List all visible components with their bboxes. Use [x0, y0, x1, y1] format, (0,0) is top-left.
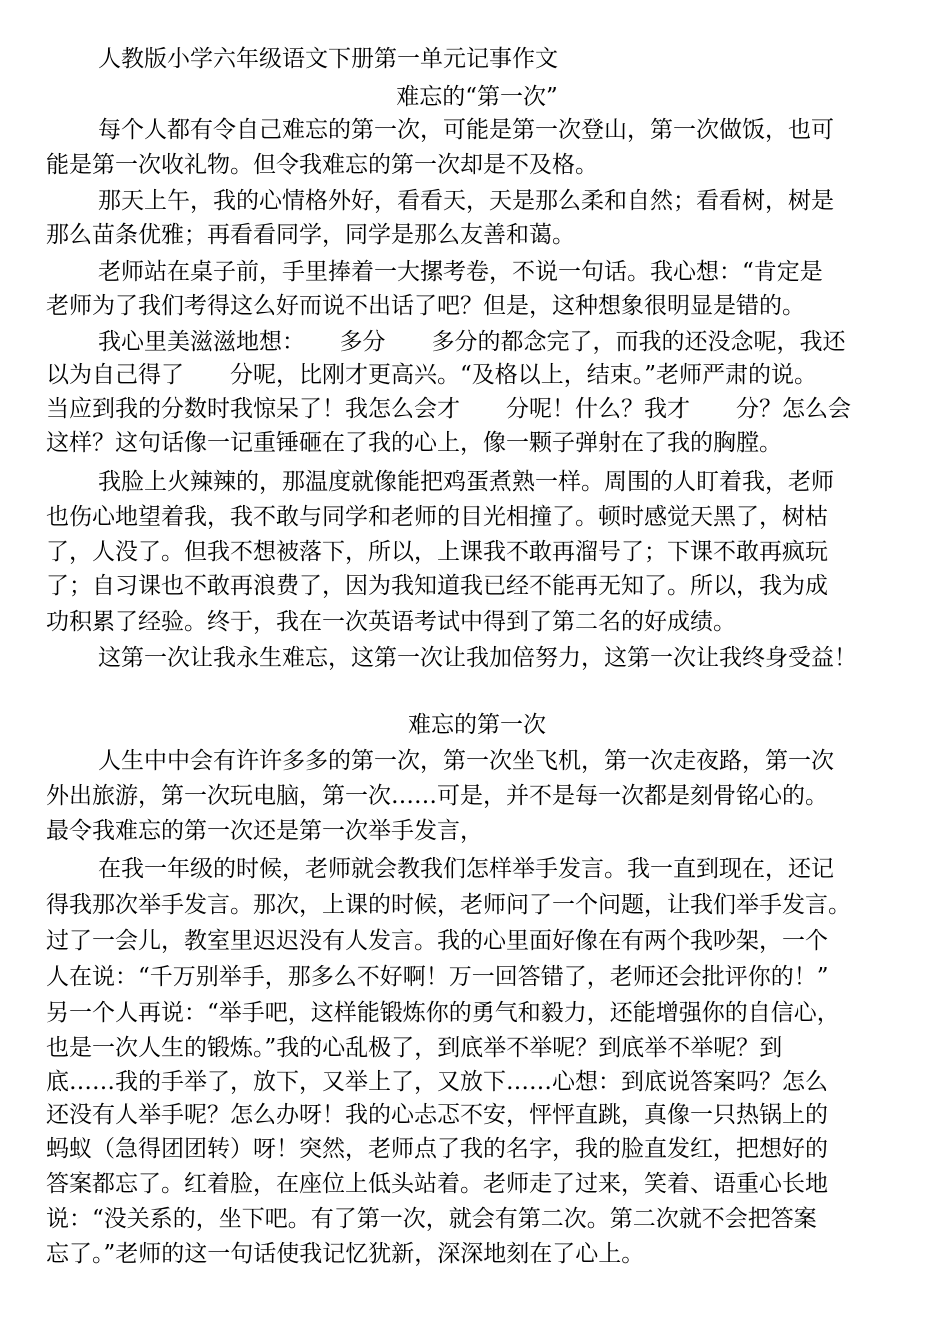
essay1-line: 功积累了经验。终于，我在一次英语考试中得到了第二名的好成绩。 — [46, 609, 736, 635]
essay2-line: 过了一会儿，教室里迟迟没有人发言。我的心里面好像在有两个我吵架，一个 — [46, 928, 828, 954]
essay2-line: 人生中中会有许许多多的第一次，第一次坐飞机，第一次走夜路，第一次 — [98, 748, 834, 774]
essay1-line: 那么苗条优雅；再看看同学，同学是那么友善和蔼。 — [46, 222, 575, 248]
essay2-line: 答案都忘了。红着脸，在座位上低头站着。老师走了过来，笑着、语重心长地 — [46, 1171, 828, 1197]
essay1-line: 我心里美滋滋地想： 多分 多分的都念完了，而我的还没念呢，我还 — [98, 329, 846, 355]
essay2-line: 底……我的手举了，放下，又举上了，又放下……心想：到底说答案吗？怎么 — [46, 1069, 828, 1095]
essay1-line: 老师为了我们考得这么好而说不出话了吧？但是，这种想象很明显是错的。 — [46, 293, 805, 319]
essay2-line: 也是一次人生的锻炼。”我的心乱极了，到底举不举呢？到底举不举呢？到 — [46, 1035, 783, 1061]
essay2-line: 外出旅游，第一次玩电脑，第一次……可是，并不是每一次都是刻骨铭心的。 — [46, 783, 828, 809]
essay1-line: 这样？这句话像一记重锤砸在了我的心上，像一颗子弹射在了我的胸膛。 — [46, 430, 782, 456]
essay1-line: 了；自习课也不敢再浪费了，因为我知道我已经不能再无知了。所以，我为成 — [46, 573, 828, 599]
essay1-line: 能是第一次收礼物。但令我难忘的第一次却是不及格。 — [46, 152, 598, 178]
essay1-line: 也伤心地望着我，我不敢与同学和老师的目光相撞了。顿时感觉天黑了，树枯 — [46, 504, 828, 530]
essay1-line: 以为自己得了 分呢，比刚才更高兴。“及格以上，结束。”老师严肃的说。 — [46, 362, 818, 388]
essay1-title: 难忘的“第一次” — [396, 84, 558, 110]
essay2-title: 难忘的第一次 — [408, 712, 546, 738]
essay2-line: 蚂蚁（急得团团转）呀！突然，老师点了我的名字，我的脸直发红，把想好的 — [46, 1136, 828, 1162]
essay2-line: 最令我难忘的第一次还是第一次举手发言， — [46, 818, 483, 844]
essay2-line: 人在说：“千万别举手，那多么不好啊！万一回答错了，老师还会批评你的！” — [46, 964, 829, 990]
essay1-line: 那天上午，我的心情格外好，看看天，天是那么柔和自然；看看树，树是 — [98, 188, 834, 214]
page-heading: 人教版小学六年级语文下册第一单元记事作文 — [98, 46, 558, 72]
essay2-line: 说：“没关系的，坐下吧。有了第一次，就会有第二次。第二次就不会把答案 — [46, 1206, 817, 1232]
essay2-line: 在我一年级的时候，老师就会教我们怎样举手发言。我一直到现在，还记 — [98, 856, 834, 882]
essay1-line: 这第一次让我永生难忘，这第一次让我加倍努力，这第一次让我终身受益！ — [98, 645, 857, 671]
essay2-line: 还没有人举手呢？怎么办呀！我的心忐忑不安，怦怦直跳，真像一只热锅上的 — [46, 1102, 828, 1128]
essay2-line: 另一个人再说：“举手吧，这样能锻炼你的勇气和毅力，还能增强你的自信心， — [46, 1000, 840, 1026]
essay2-line: 忘了。”老师的这一句话使我记忆犹新，深深地刻在了心上。 — [46, 1241, 645, 1267]
essay1-line: 我脸上火辣辣的，那温度就像能把鸡蛋煮熟一样。周围的人盯着我，老师 — [98, 469, 834, 495]
essay1-line: 每个人都有令自己难忘的第一次，可能是第一次登山，第一次做饭，也可 — [98, 117, 834, 143]
essay1-line: 当应到我的分数时我惊呆了！我怎么会才 分呢！什么？我才 分？怎么会 — [46, 396, 851, 422]
essay1-line: 老师站在桌子前，手里捧着一大摞考卷，不说一句话。我心想：“肯定是 — [98, 259, 823, 285]
essay1-line: 了，人没了。但我不想被落下，所以，上课我不敢再溜号了；下课不敢再疯玩 — [46, 539, 828, 565]
essay2-line: 得我那次举手发言。那次，上课的时候，老师问了一个问题，让我们举手发言。 — [46, 892, 851, 918]
